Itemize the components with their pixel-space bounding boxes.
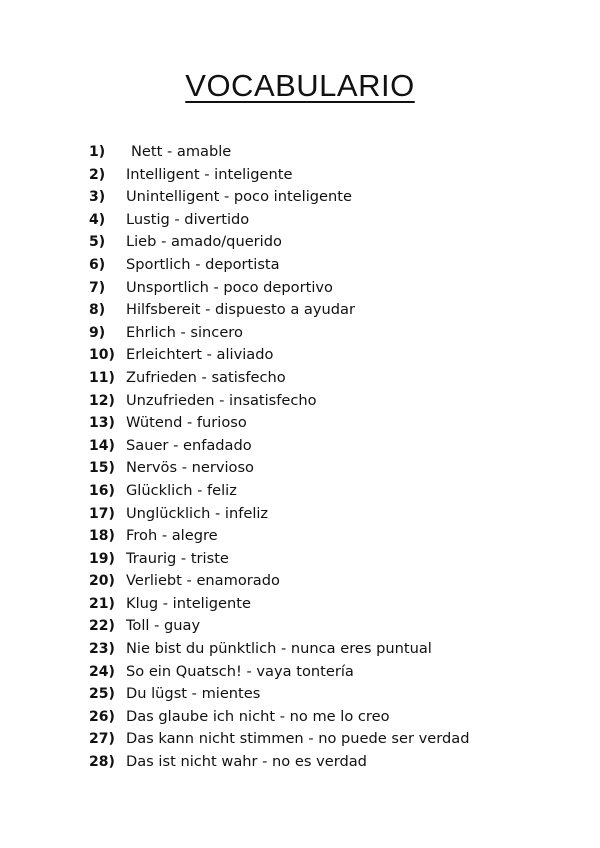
item-text: Intelligent - inteligente	[126, 165, 293, 183]
item-number: 17)	[89, 505, 115, 522]
vocab-item	[89, 435, 469, 458]
item-number: 9)	[89, 324, 106, 341]
item-text: Unglücklich - infeliz	[126, 504, 269, 522]
item-text: Zufrieden - satisfecho	[126, 368, 286, 386]
item-number: 7)	[89, 279, 106, 296]
item-text: Unsportlich - poco deportivo	[126, 278, 333, 296]
vocab-item	[89, 299, 469, 322]
item-number: 10)	[89, 347, 115, 364]
item-number: 12)	[89, 392, 115, 409]
vocab-item	[89, 593, 469, 616]
item-number: 26)	[89, 708, 115, 725]
item-number: 14)	[89, 437, 115, 454]
vocab-item	[89, 390, 469, 413]
item-text: Verliebt - enamorado	[126, 572, 280, 590]
vocab-item	[89, 661, 469, 684]
item-number: 18)	[89, 528, 115, 545]
vocab-item	[89, 209, 469, 232]
item-number: 27)	[89, 731, 115, 748]
item-text: Wütend - furioso	[126, 414, 247, 432]
item-text: Traurig - triste	[126, 549, 229, 567]
vocab-item	[89, 503, 469, 526]
item-number: 5)	[89, 234, 106, 251]
item-number: 11)	[89, 369, 115, 386]
vocabulary-list	[89, 141, 469, 774]
item-text: Sportlich - deportista	[126, 255, 280, 273]
item-text: Nervös - nervioso	[126, 459, 254, 477]
vocab-item	[89, 570, 469, 593]
vocab-item	[89, 728, 469, 751]
item-text: Unintelligent - poco inteligente	[126, 188, 352, 206]
vocab-item	[89, 548, 469, 571]
item-text: Sauer - enfadado	[126, 436, 252, 454]
item-number: 16)	[89, 482, 115, 499]
item-text: Das ist nicht wahr - no es verdad	[126, 753, 367, 771]
item-text: Hilfsbereit - dispuesto a ayudar	[126, 301, 355, 319]
vocab-item	[89, 141, 469, 164]
vocab-item	[89, 751, 469, 774]
item-text: Toll - guay	[126, 617, 201, 635]
vocab-item	[89, 186, 469, 209]
item-number: 21)	[89, 595, 115, 612]
item-number: 2)	[89, 166, 106, 183]
item-text: Lustig - divertido	[126, 210, 250, 228]
item-number: 23)	[89, 641, 115, 658]
item-number: 24)	[89, 663, 115, 680]
item-text: Unzufrieden - insatisfecho	[126, 391, 317, 409]
item-text: Nett - amable	[131, 143, 232, 160]
item-text: Nie bist du pünktlich - nunca eres puntual	[126, 640, 432, 658]
vocab-item	[89, 638, 469, 661]
item-number: 6)	[89, 256, 106, 273]
page-title-text: VOCABULARIO	[185, 68, 415, 103]
item-number: 22)	[89, 618, 115, 635]
vocab-item	[89, 254, 469, 277]
vocab-item	[89, 457, 469, 480]
item-number: 25)	[89, 686, 115, 703]
item-number: 4)	[89, 211, 106, 228]
vocab-item	[89, 164, 469, 187]
vocab-item	[89, 480, 469, 503]
item-number: 15)	[89, 460, 115, 477]
vocab-item	[89, 231, 469, 254]
item-text: So ein Quatsch! - vaya tontería	[126, 662, 354, 680]
item-number: 8)	[89, 302, 106, 319]
vocab-item	[89, 615, 469, 638]
item-text: Erleichtert - aliviado	[126, 346, 274, 364]
page-title	[0, 66, 600, 106]
vocab-item	[89, 367, 469, 390]
item-number: 13)	[89, 415, 115, 432]
item-text: Ehrlich - sincero	[126, 323, 243, 341]
vocab-item	[89, 683, 469, 706]
item-number: 20)	[89, 573, 115, 590]
item-number: 28)	[89, 754, 115, 771]
vocab-item	[89, 412, 469, 435]
item-text: Froh - alegre	[126, 527, 218, 545]
item-text: Das kann nicht stimmen - no puede ser verdad	[126, 730, 470, 748]
item-text: Das glaube ich nicht - no me lo creo	[126, 707, 390, 725]
item-number: 1)	[89, 144, 106, 160]
vocab-item	[89, 525, 469, 548]
item-text: Glücklich - feliz	[126, 481, 237, 499]
vocab-item	[89, 344, 469, 367]
vocab-item	[89, 706, 469, 729]
item-number: 3)	[89, 189, 106, 206]
item-text: Lieb - amado/querido	[126, 233, 282, 251]
item-number: 19)	[89, 550, 115, 567]
vocab-item	[89, 322, 469, 345]
vocab-item	[89, 277, 469, 300]
item-text: Klug - inteligente	[126, 594, 251, 612]
item-text: Du lügst - mientes	[126, 685, 261, 703]
